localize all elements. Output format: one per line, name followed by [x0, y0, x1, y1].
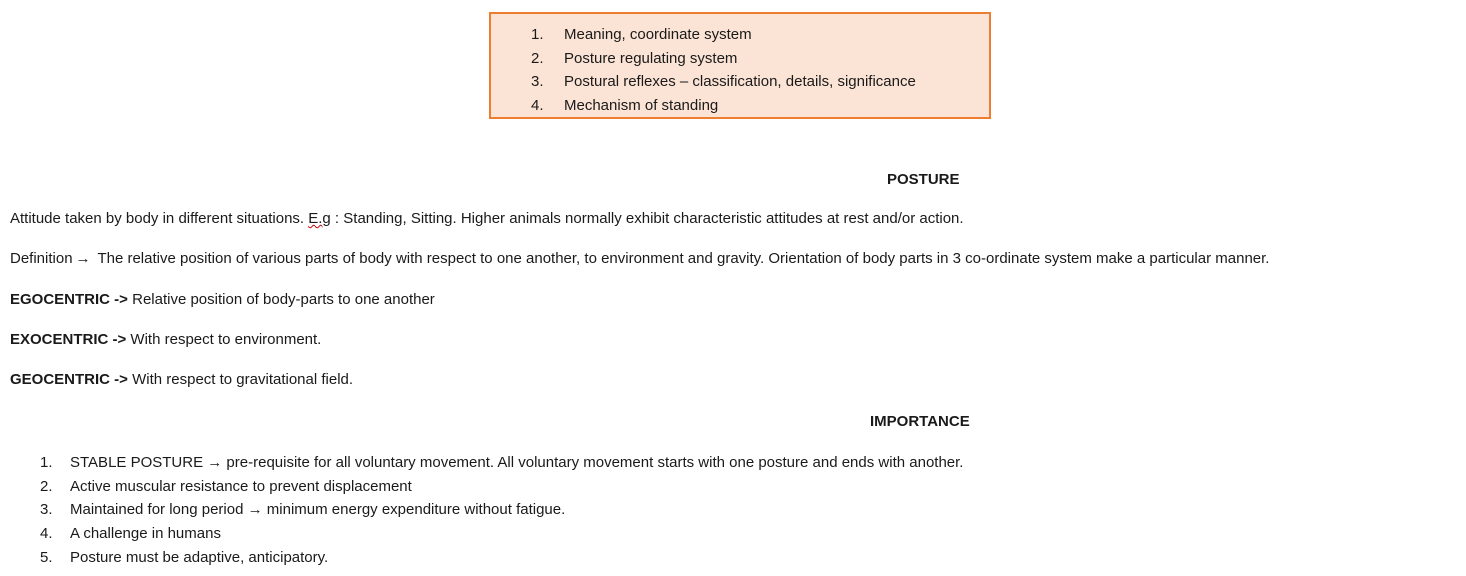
posture-heading: POSTURE [887, 171, 960, 188]
importance-text: STABLE POSTURE [70, 454, 208, 471]
list-number: 5. [40, 548, 53, 566]
topic-text: Mechanism of standing [564, 97, 719, 115]
importance-text-continued: minimum energy expenditure without fatigue. [262, 501, 566, 519]
topic-item [531, 70, 916, 94]
list-number: 2. [531, 49, 544, 67]
importance-heading: IMPORTANCE [870, 413, 970, 430]
attitude-text: Attitude taken by body in different situations. [10, 210, 309, 227]
list-number: 2. [40, 477, 53, 495]
list-number: 1. [531, 26, 544, 43]
list-number: 3. [531, 73, 544, 91]
importance-text: Active muscular resistance to prevent displacement [70, 477, 412, 495]
importance-item [40, 498, 963, 522]
topic-text: Postural reflexes – classification, details, significance [564, 73, 916, 91]
importance-text: A challenge in humans [70, 525, 221, 543]
geocentric-text: With respect to gravitational field. [127, 371, 354, 388]
attitude-examples: : Standing, Sitting. Higher animals normally exhibit characteristic attitudes at rest and/or action. [330, 210, 964, 227]
topic-item [531, 23, 916, 47]
importance-item [40, 475, 963, 499]
right-arrow-icon: → [247, 501, 263, 519]
topic-text: Meaning, coordinate system [564, 26, 752, 43]
exocentric-label: EXOCENTRIC -> [10, 331, 127, 348]
egocentric-paragraph [10, 291, 435, 308]
list-number: 4. [531, 97, 544, 115]
attitude-paragraph [10, 210, 964, 227]
definition-label: Definition [10, 250, 73, 267]
list-number: 4. [40, 525, 53, 543]
right-arrow-icon: → [207, 454, 223, 471]
list-number: 3. [40, 501, 53, 519]
definition-paragraph [10, 250, 1269, 267]
topics-list [531, 23, 916, 118]
right-arrow-icon: → [75, 250, 91, 267]
eg-abbreviation: E.g [308, 210, 331, 227]
importance-list [40, 451, 963, 569]
importance-item [40, 451, 963, 475]
topic-item [531, 94, 916, 118]
exocentric-text: With respect to environment. [126, 331, 322, 348]
exocentric-paragraph [10, 331, 321, 348]
importance-text-continued: pre-requisite for all voluntary movement. All voluntary movement starts with one posture and ends with another. [222, 454, 964, 471]
egocentric-text: Relative position of body-parts to one another [127, 291, 435, 308]
geocentric-paragraph [10, 371, 353, 388]
definition-text: The relative position of various parts of body with respect to one another, to environment and gravity. Orientation of body parts in 3 co-ordinate system make a particular manner. [97, 250, 1270, 267]
importance-item [40, 546, 963, 570]
list-number: 1. [40, 454, 53, 471]
topic-item [531, 47, 916, 71]
importance-item [40, 522, 963, 546]
egocentric-label: EGOCENTRIC -> [10, 291, 128, 308]
topic-text: Posture regulating system [564, 49, 738, 67]
topics-box [489, 12, 991, 119]
geocentric-label: GEOCENTRIC -> [10, 371, 128, 388]
importance-text: Posture must be adaptive, anticipatory. [70, 548, 329, 566]
importance-text: Maintained for long period [70, 501, 248, 519]
